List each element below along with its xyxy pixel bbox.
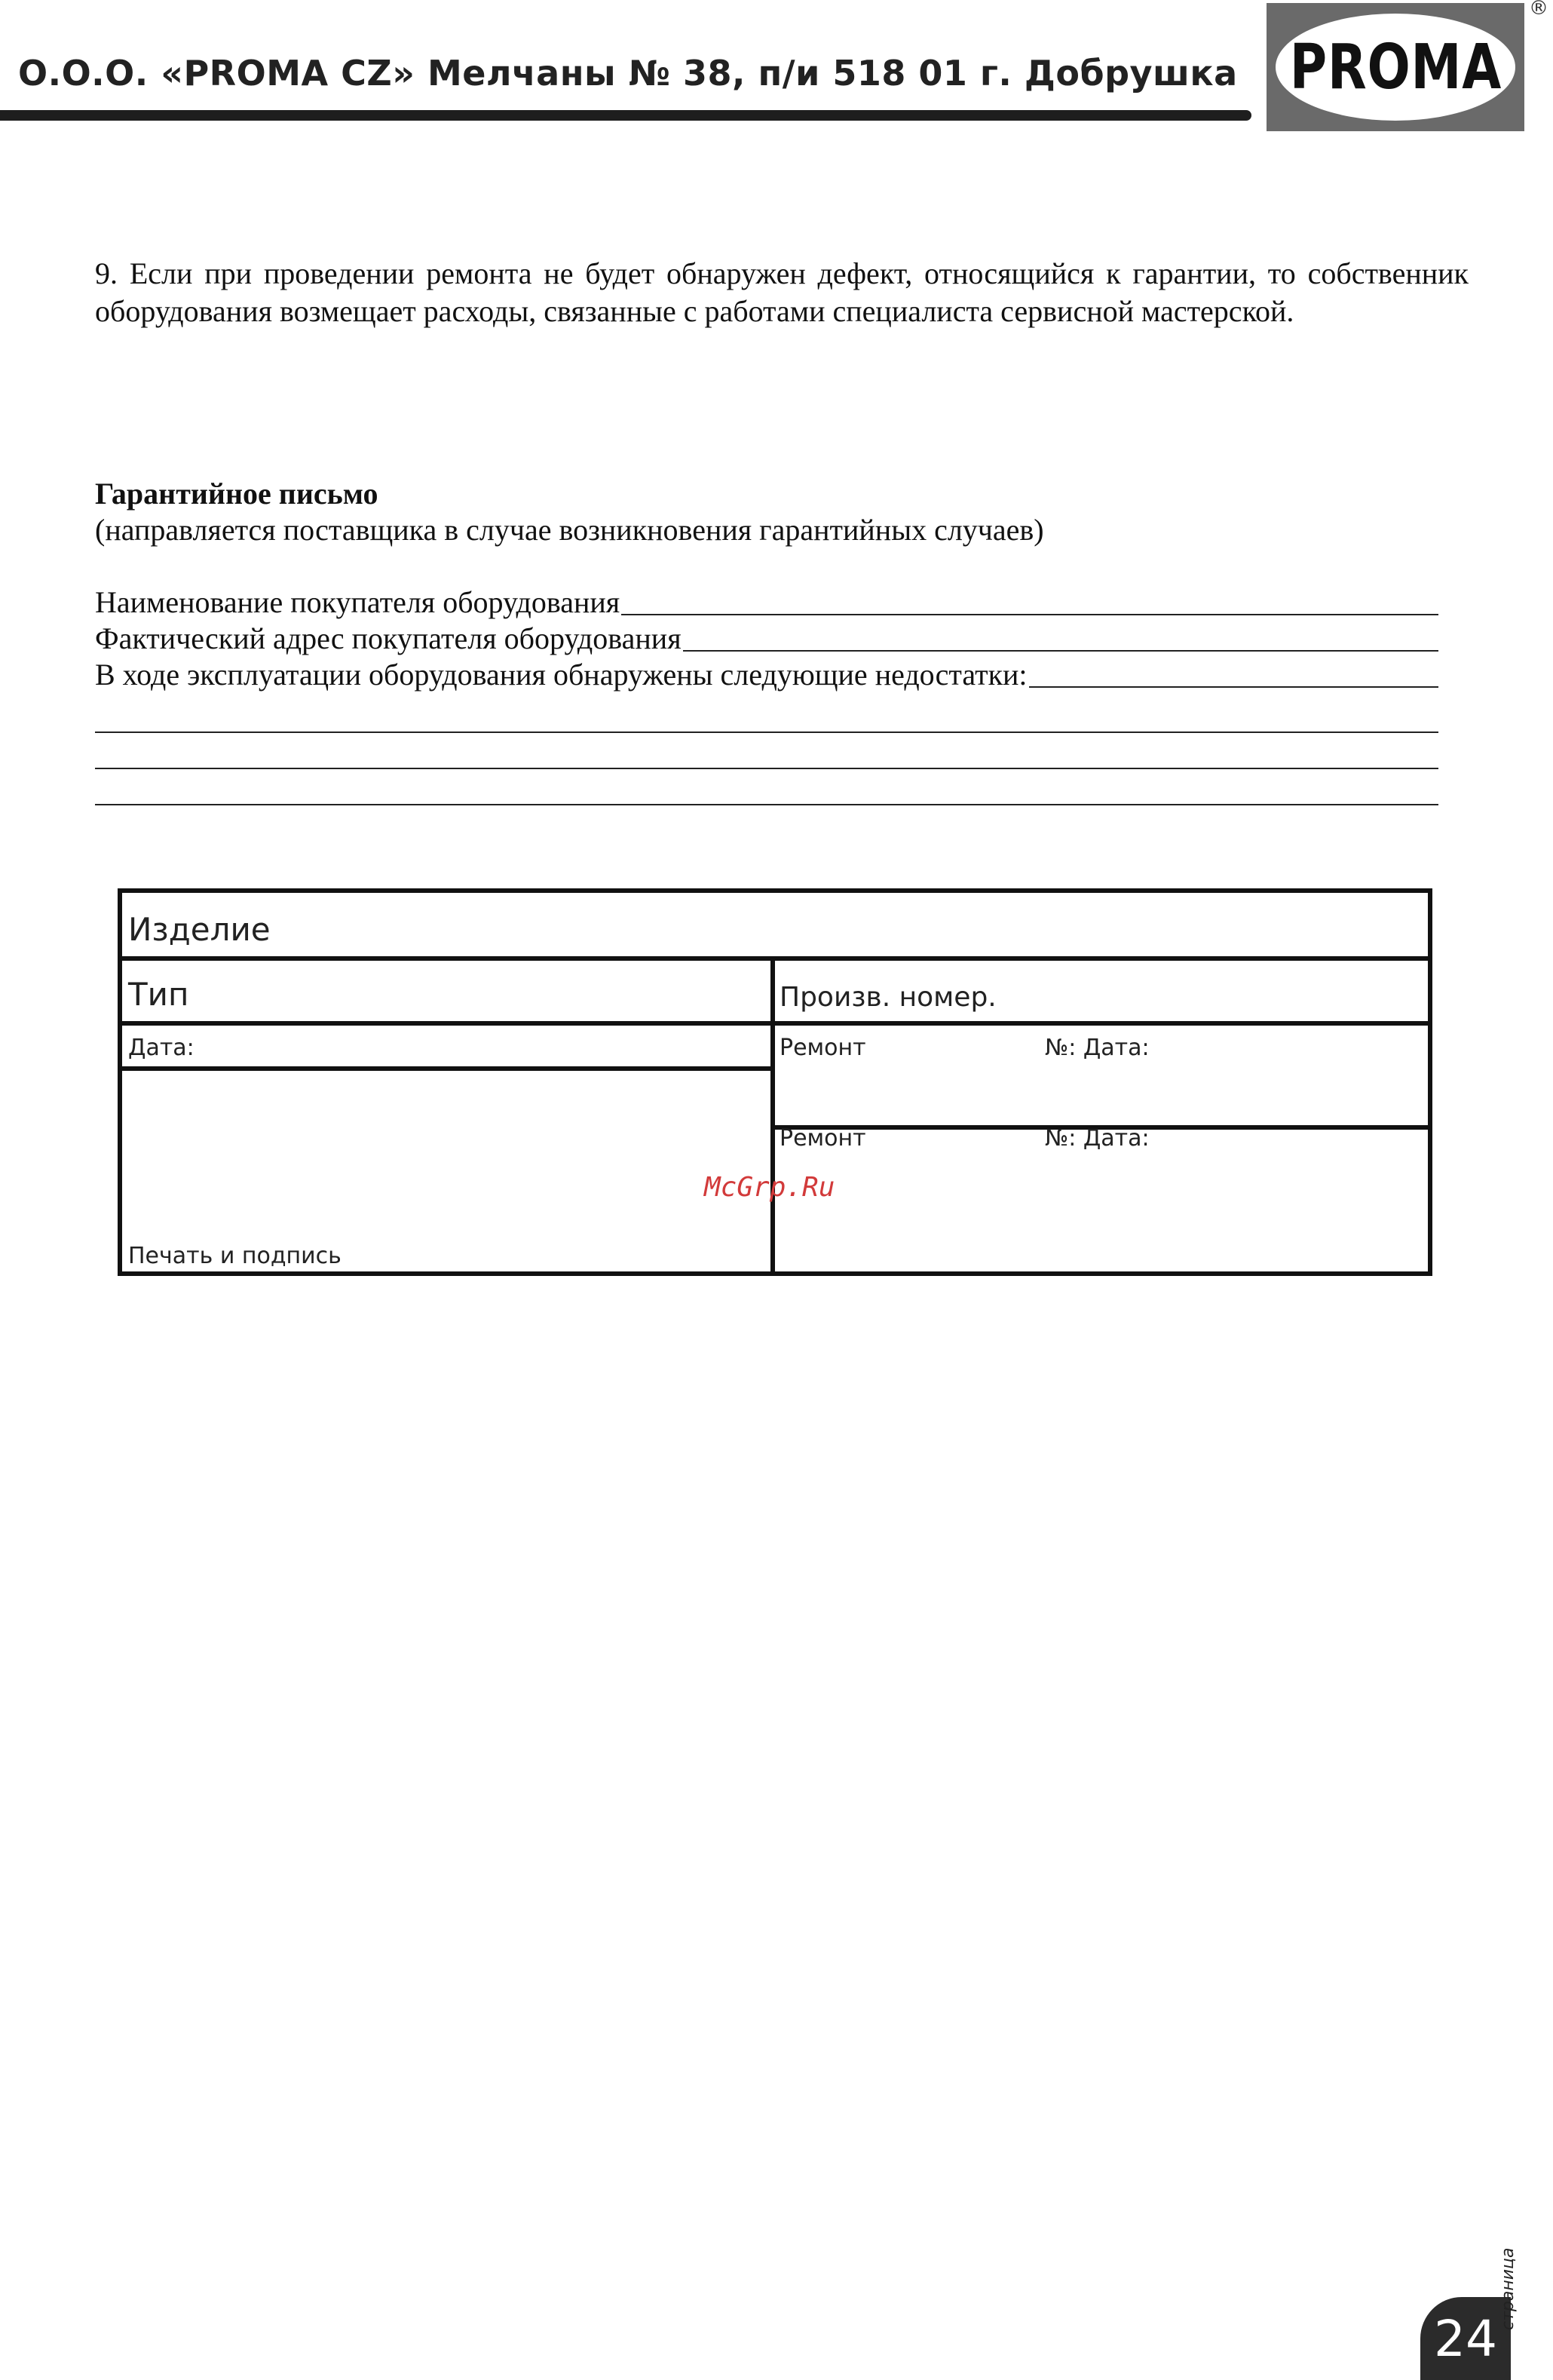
- stamp-signature-label: Печать и подпись: [128, 1243, 342, 1269]
- letter-subtitle: (направляется поставщика в случае возникновения гарантийных случаев): [95, 513, 1044, 547]
- repair-2-label: Ремонт: [780, 1125, 866, 1152]
- repair-1-number-date: №: Дата:: [1045, 1035, 1150, 1061]
- logo-text: PROMA: [1289, 31, 1502, 103]
- defects-blank-line-1: [95, 731, 1438, 733]
- form-row-divider: [122, 1021, 1428, 1026]
- defects-blank-line-2: [95, 768, 1438, 769]
- buyer-name-field: [95, 584, 1438, 621]
- logo-oval: [1276, 14, 1515, 121]
- serial-number-label: Произв. номер.: [780, 982, 997, 1013]
- defects-field: [95, 656, 1438, 694]
- company-header-title: О.О.О. «PROMA CZ» Мелчаны № 38, п/и 518 01 г. Добрушка: [18, 53, 1238, 94]
- page-number-badge: [1420, 2297, 1511, 2380]
- header-divider: [0, 110, 1251, 121]
- type-label: Тип: [128, 976, 189, 1013]
- watermark: McGrp.Ru: [704, 1172, 835, 1203]
- buyer-name-label: Наименование покупателя оборудования: [95, 585, 620, 619]
- buyer-address-field: [95, 620, 1438, 658]
- defects-blank: [1029, 661, 1438, 688]
- repair-1-label: Ремонт: [780, 1035, 866, 1061]
- warranty-clause-9: 9. Если при проведении ремонта не будет обнаружен дефект, относящийся к гарантии, то собственник оборудования возмещает расходы, связанные с работами специалиста сервисной мастерской.: [95, 256, 1469, 328]
- form-column-divider: [770, 956, 775, 1271]
- date-label: Дата:: [128, 1035, 195, 1061]
- defects-label: В ходе эксплуатации оборудования обнаружены следующие недостатки:: [95, 658, 1028, 692]
- page-number: 24: [1434, 2309, 1497, 2368]
- form-row-divider: [122, 956, 1428, 961]
- registered-mark-icon: ®: [1529, 0, 1548, 20]
- proma-logo: [1267, 3, 1524, 131]
- buyer-name-blank: [621, 588, 1438, 615]
- warranty-form-table: [118, 888, 1432, 1276]
- letter-title: Гарантийное письмо: [95, 477, 378, 511]
- defects-blank-line-3: [95, 804, 1438, 805]
- repair-2-number-date: №: Дата:: [1045, 1125, 1150, 1152]
- buyer-address-blank: [683, 624, 1438, 652]
- form-row-divider: [122, 1066, 775, 1071]
- page-word: страница: [1499, 2247, 1518, 2330]
- product-label: Изделие: [128, 911, 271, 948]
- buyer-address-label: Фактический адрес покупателя оборудования: [95, 621, 682, 655]
